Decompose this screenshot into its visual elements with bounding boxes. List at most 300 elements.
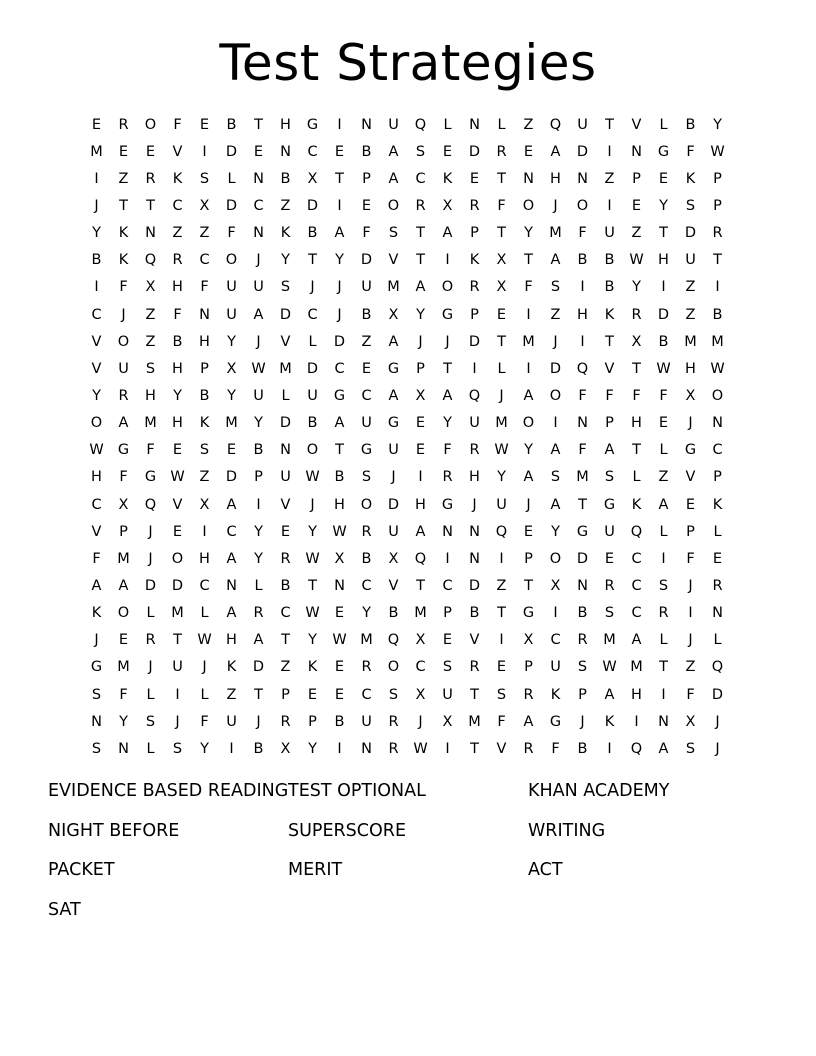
- grid-letter: B: [685, 116, 696, 133]
- grid-letter: A: [550, 252, 561, 269]
- grid-letter: U: [361, 713, 372, 730]
- grid-letter: R: [253, 605, 264, 622]
- grid-letter: I: [175, 686, 180, 703]
- grid-letter: V: [172, 143, 183, 160]
- grid-letter: E: [361, 197, 372, 214]
- grid-letter: Z: [550, 306, 561, 323]
- grid-letter: F: [119, 686, 128, 703]
- grid-letter: W: [89, 442, 104, 459]
- grid-letter: Y: [659, 197, 668, 214]
- grid-letter: I: [94, 279, 99, 296]
- grid-letter: J: [256, 713, 261, 730]
- grid-letter: F: [551, 740, 560, 757]
- grid-letter: R: [469, 197, 480, 214]
- grid-letter: O: [522, 415, 535, 432]
- grid-letter: F: [659, 387, 668, 404]
- grid-letter: E: [334, 659, 345, 676]
- grid-letter: E: [334, 686, 345, 703]
- grid-letter: B: [172, 333, 183, 350]
- grid-letter: Y: [254, 415, 263, 432]
- grid-letter: I: [607, 197, 612, 214]
- grid-letter: Q: [711, 659, 724, 676]
- grid-letter: X: [415, 632, 426, 649]
- grid-letter: T: [254, 116, 263, 133]
- grid-letter: W: [305, 550, 320, 567]
- grid-letter: X: [631, 333, 642, 350]
- grid-letter: E: [172, 523, 183, 540]
- grid-letter: A: [415, 523, 426, 540]
- grid-letter: Q: [414, 116, 427, 133]
- grid-letter: D: [549, 360, 562, 377]
- grid-letter: M: [495, 415, 508, 432]
- grid-letter: T: [524, 577, 533, 594]
- grid-letter: B: [280, 170, 291, 187]
- grid-letter: C: [442, 577, 453, 594]
- grid-letter: K: [469, 252, 480, 269]
- grid-letter: I: [499, 632, 504, 649]
- grid-letter: V: [172, 496, 183, 513]
- grid-letter: Y: [200, 740, 209, 757]
- grid-letter: I: [526, 306, 531, 323]
- grid-letter: L: [659, 523, 668, 540]
- grid-letter: Z: [145, 306, 156, 323]
- grid-letter: C: [361, 577, 372, 594]
- grid-letter: E: [712, 550, 723, 567]
- grid-letter: J: [499, 387, 504, 404]
- grid-letter: B: [253, 442, 264, 459]
- grid-letter: P: [200, 360, 209, 377]
- grid-letter: P: [524, 659, 533, 676]
- grid-letter: I: [472, 360, 477, 377]
- grid-letter: F: [173, 306, 182, 323]
- grid-letter: B: [658, 333, 669, 350]
- grid-letter: J: [121, 306, 126, 323]
- grid-letter: O: [522, 197, 535, 214]
- grid-letter: L: [713, 523, 722, 540]
- grid-letter: Y: [254, 550, 263, 567]
- grid-letter: N: [280, 143, 291, 160]
- grid-letter: A: [226, 550, 237, 567]
- grid-letter: X: [388, 550, 399, 567]
- grid-letter: H: [550, 170, 561, 187]
- grid-letter: B: [199, 387, 210, 404]
- grid-letter: S: [172, 740, 183, 757]
- grid-letter: B: [280, 577, 291, 594]
- grid-letter: W: [656, 360, 671, 377]
- grid-letter: E: [496, 659, 507, 676]
- grid-letter: D: [468, 143, 481, 160]
- grid-letter: M: [117, 659, 130, 676]
- grid-letter: Q: [549, 116, 562, 133]
- grid-letter: C: [226, 523, 237, 540]
- grid-letter: W: [413, 740, 428, 757]
- grid-letter: R: [361, 659, 372, 676]
- grid-letter: T: [416, 252, 425, 269]
- grid-letter: M: [279, 360, 292, 377]
- grid-letter: X: [685, 713, 696, 730]
- grid-letter: Y: [335, 252, 344, 269]
- grid-letter: S: [685, 740, 696, 757]
- grid-letter: T: [659, 659, 668, 676]
- grid-letter: I: [94, 170, 99, 187]
- grid-letter: D: [468, 333, 481, 350]
- grid-letter: H: [577, 306, 588, 323]
- grid-letter: D: [144, 577, 157, 594]
- grid-letter: E: [361, 360, 372, 377]
- grid-letter: F: [578, 442, 587, 459]
- grid-letter: F: [578, 225, 587, 242]
- grid-letter: K: [442, 170, 453, 187]
- grid-letter: J: [553, 197, 558, 214]
- grid-letter: J: [94, 632, 99, 649]
- grid-letter: M: [144, 415, 157, 432]
- grid-letter: Y: [308, 523, 317, 540]
- grid-letter: C: [307, 306, 318, 323]
- grid-letter: T: [335, 442, 344, 459]
- grid-letter: D: [711, 686, 724, 703]
- grid-letter: O: [387, 659, 400, 676]
- grid-letter: E: [442, 632, 453, 649]
- grid-letter: T: [416, 577, 425, 594]
- grid-letter: N: [361, 740, 372, 757]
- word-list: [48, 774, 788, 932]
- grid-letter: C: [415, 170, 426, 187]
- grid-letter: D: [657, 306, 670, 323]
- grid-letter: S: [199, 442, 210, 459]
- grid-letter: V: [685, 469, 696, 486]
- grid-letter: L: [227, 170, 236, 187]
- grid-letter: I: [337, 740, 342, 757]
- grid-letter: T: [605, 333, 614, 350]
- grid-letter: E: [658, 170, 669, 187]
- grid-letter: P: [281, 686, 290, 703]
- grid-letter: D: [360, 252, 373, 269]
- word-list-item: PACKET: [48, 860, 115, 880]
- grid-letter: I: [256, 496, 261, 513]
- grid-letter: O: [90, 415, 103, 432]
- grid-letter: Q: [144, 252, 157, 269]
- grid-letter: I: [526, 360, 531, 377]
- grid-letter: L: [200, 686, 209, 703]
- grid-letter: O: [441, 279, 454, 296]
- grid-letter: O: [117, 605, 130, 622]
- grid-letter: W: [629, 252, 644, 269]
- grid-letter: E: [415, 442, 426, 459]
- grid-letter: X: [496, 252, 507, 269]
- grid-letter: L: [497, 360, 506, 377]
- grid-letter: C: [91, 306, 102, 323]
- grid-letter: Q: [576, 360, 589, 377]
- grid-letter: V: [91, 360, 102, 377]
- grid-letter: L: [308, 333, 317, 350]
- grid-letter: G: [387, 415, 400, 432]
- grid-letter: E: [334, 143, 345, 160]
- grid-letter: I: [580, 333, 585, 350]
- grid-letter: C: [631, 550, 642, 567]
- grid-letter: U: [550, 659, 561, 676]
- grid-letter: L: [632, 469, 641, 486]
- grid-letter: D: [576, 550, 589, 567]
- grid-letter: I: [229, 740, 234, 757]
- grid-letter: T: [659, 225, 668, 242]
- grid-letter: Z: [199, 225, 210, 242]
- grid-letter: Y: [119, 713, 128, 730]
- grid-letter: R: [415, 197, 426, 214]
- grid-letter: F: [605, 387, 614, 404]
- grid-letter: B: [469, 605, 480, 622]
- grid-letter: Y: [227, 387, 236, 404]
- grid-letter: L: [146, 605, 155, 622]
- grid-letter: I: [661, 686, 666, 703]
- grid-letter: Y: [443, 415, 452, 432]
- grid-letter: S: [685, 197, 696, 214]
- grid-letter: P: [362, 170, 371, 187]
- grid-letter: J: [418, 713, 423, 730]
- grid-letter: E: [469, 170, 480, 187]
- grid-letter: T: [713, 252, 722, 269]
- grid-letter: L: [713, 632, 722, 649]
- grid-letter: S: [415, 143, 426, 160]
- grid-letter: P: [308, 713, 317, 730]
- grid-letter: R: [469, 279, 480, 296]
- grid-letter: A: [253, 632, 264, 649]
- word-list-item: WRITING: [528, 820, 606, 841]
- grid-letter: S: [145, 360, 156, 377]
- grid-letter: I: [607, 143, 612, 160]
- grid-letter: I: [445, 740, 450, 757]
- grid-letter: B: [388, 605, 399, 622]
- grid-letter: E: [496, 306, 507, 323]
- grid-letter: N: [577, 170, 588, 187]
- grid-letter: Z: [496, 577, 507, 594]
- grid-letter: Z: [199, 469, 210, 486]
- grid-letter: Z: [685, 279, 696, 296]
- grid-letter: U: [226, 306, 237, 323]
- grid-letter: P: [470, 225, 479, 242]
- grid-letter: H: [334, 496, 345, 513]
- grid-letter: Y: [254, 523, 263, 540]
- grid-letter: J: [688, 415, 693, 432]
- grid-letter: J: [256, 252, 261, 269]
- grid-letter: C: [253, 197, 264, 214]
- grid-letter: J: [256, 333, 261, 350]
- grid-letter: K: [280, 225, 291, 242]
- grid-letter: E: [307, 686, 318, 703]
- grid-letter: T: [470, 740, 479, 757]
- grid-letter: U: [604, 225, 615, 242]
- grid-letter: G: [657, 143, 670, 160]
- grid-letter: E: [658, 415, 669, 432]
- grid-letter: R: [280, 713, 291, 730]
- grid-letter: Q: [144, 496, 157, 513]
- grid-letter: P: [578, 686, 587, 703]
- grid-letter: K: [604, 713, 615, 730]
- grid-letter: N: [712, 415, 723, 432]
- grid-letter: E: [523, 523, 534, 540]
- grid-letter: W: [170, 469, 185, 486]
- grid-letter: R: [469, 442, 480, 459]
- grid-letter: J: [391, 469, 396, 486]
- grid-letter: E: [442, 143, 453, 160]
- grid-letter: A: [388, 170, 399, 187]
- grid-letter: F: [92, 550, 101, 567]
- grid-letter: M: [360, 632, 373, 649]
- grid-letter: K: [199, 415, 210, 432]
- grid-letter: K: [685, 170, 696, 187]
- grid-letter: F: [443, 442, 452, 459]
- grid-letter: X: [226, 360, 237, 377]
- grid-letter: Q: [414, 550, 427, 567]
- grid-letter: S: [658, 577, 669, 594]
- grid-letter: X: [685, 387, 696, 404]
- grid-letter: O: [360, 496, 373, 513]
- grid-letter: R: [523, 740, 534, 757]
- grid-letter: K: [118, 225, 129, 242]
- grid-letter: O: [117, 333, 130, 350]
- grid-letter: K: [631, 496, 642, 513]
- grid-letter: N: [91, 713, 102, 730]
- grid-letter: E: [631, 197, 642, 214]
- grid-letter: B: [226, 116, 237, 133]
- grid-letter: C: [361, 686, 372, 703]
- grid-letter: G: [117, 442, 130, 459]
- grid-letter: H: [172, 360, 183, 377]
- grid-letter: F: [524, 279, 533, 296]
- grid-letter: N: [469, 523, 480, 540]
- grid-letter: T: [308, 577, 317, 594]
- grid-letter: X: [118, 496, 129, 513]
- grid-letter: S: [91, 740, 102, 757]
- grid-letter: L: [146, 686, 155, 703]
- grid-letter: H: [658, 252, 669, 269]
- grid-letter: R: [469, 659, 480, 676]
- grid-letter: F: [146, 442, 155, 459]
- grid-letter: I: [661, 550, 666, 567]
- grid-letter: I: [688, 605, 693, 622]
- grid-letter: V: [388, 252, 399, 269]
- grid-letter: R: [145, 632, 156, 649]
- grid-letter: S: [496, 686, 507, 703]
- grid-letter: I: [607, 740, 612, 757]
- grid-letter: A: [550, 496, 561, 513]
- grid-letter: H: [199, 333, 210, 350]
- grid-letter: C: [550, 632, 561, 649]
- grid-letter: P: [470, 306, 479, 323]
- grid-letter: J: [337, 279, 342, 296]
- word-list-item: NIGHT BEFORE: [48, 820, 180, 841]
- grid-letter: S: [145, 713, 156, 730]
- grid-letter: Z: [658, 469, 669, 486]
- grid-letter: X: [199, 496, 210, 513]
- grid-letter: T: [119, 197, 128, 214]
- grid-letter: G: [360, 442, 373, 459]
- grid-letter: A: [253, 306, 264, 323]
- grid-letter: O: [171, 550, 184, 567]
- grid-letter: F: [227, 225, 236, 242]
- grid-letter: H: [685, 360, 696, 377]
- grid-letter: D: [306, 360, 319, 377]
- grid-letter: O: [387, 197, 400, 214]
- grid-letter: W: [305, 469, 320, 486]
- grid-letter: A: [604, 686, 615, 703]
- word-list-item: SUPERSCORE: [288, 820, 407, 841]
- grid-letter: Z: [280, 197, 291, 214]
- grid-letter: T: [578, 496, 587, 513]
- grid-letter: Y: [308, 740, 317, 757]
- grid-letter: A: [415, 279, 426, 296]
- grid-letter: X: [523, 632, 534, 649]
- grid-letter: N: [712, 605, 723, 622]
- grid-letter: S: [550, 279, 561, 296]
- grid-letter: H: [172, 415, 183, 432]
- grid-letter: G: [441, 306, 454, 323]
- word-list-item: MERIT: [288, 860, 343, 880]
- grid-letter: X: [334, 550, 345, 567]
- grid-letter: Z: [118, 170, 129, 187]
- grid-letter: G: [603, 496, 616, 513]
- word-list-item: EVIDENCE BASED READING: [48, 781, 289, 801]
- grid-letter: D: [576, 143, 589, 160]
- grid-letter: U: [388, 442, 399, 459]
- grid-letter: Q: [387, 632, 400, 649]
- grid-letter: F: [497, 197, 506, 214]
- grid-letter: U: [226, 279, 237, 296]
- grid-letter: S: [577, 659, 588, 676]
- grid-letter: S: [388, 686, 399, 703]
- grid-letter: T: [524, 252, 533, 269]
- grid-letter: E: [172, 442, 183, 459]
- grid-letter: U: [604, 523, 615, 540]
- grid-letter: J: [148, 550, 153, 567]
- grid-letter: K: [307, 659, 318, 676]
- grid-letter: V: [388, 577, 399, 594]
- grid-letter: I: [445, 550, 450, 567]
- grid-letter: D: [684, 225, 697, 242]
- grid-letter: U: [280, 469, 291, 486]
- grid-letter: D: [468, 577, 481, 594]
- grid-letter: Y: [551, 523, 560, 540]
- grid-letter: T: [497, 333, 506, 350]
- grid-letter: J: [310, 279, 315, 296]
- grid-letter: P: [713, 469, 722, 486]
- grid-letter: A: [334, 225, 345, 242]
- grid-letter: P: [713, 197, 722, 214]
- grid-letter: N: [253, 225, 264, 242]
- grid-letter: P: [686, 523, 695, 540]
- grid-letter: Y: [308, 632, 317, 649]
- grid-letter: R: [604, 577, 615, 594]
- grid-letter: P: [416, 360, 425, 377]
- grid-letter: K: [172, 170, 183, 187]
- grid-letter: V: [469, 632, 480, 649]
- grid-letter: Y: [632, 279, 641, 296]
- grid-letter: F: [200, 713, 209, 730]
- grid-letter: D: [225, 143, 238, 160]
- grid-letter: R: [712, 577, 723, 594]
- grid-letter: D: [279, 415, 292, 432]
- grid-letter: E: [415, 415, 426, 432]
- grid-letter: W: [332, 632, 347, 649]
- grid-letter: Y: [92, 225, 101, 242]
- grid-letter: F: [686, 686, 695, 703]
- grid-letter: M: [171, 605, 184, 622]
- grid-letter: A: [226, 496, 237, 513]
- grid-letter: A: [550, 442, 561, 459]
- grid-letter: N: [523, 170, 534, 187]
- grid-letter: W: [251, 360, 266, 377]
- grid-letter: S: [280, 279, 291, 296]
- grid-letter: V: [91, 333, 102, 350]
